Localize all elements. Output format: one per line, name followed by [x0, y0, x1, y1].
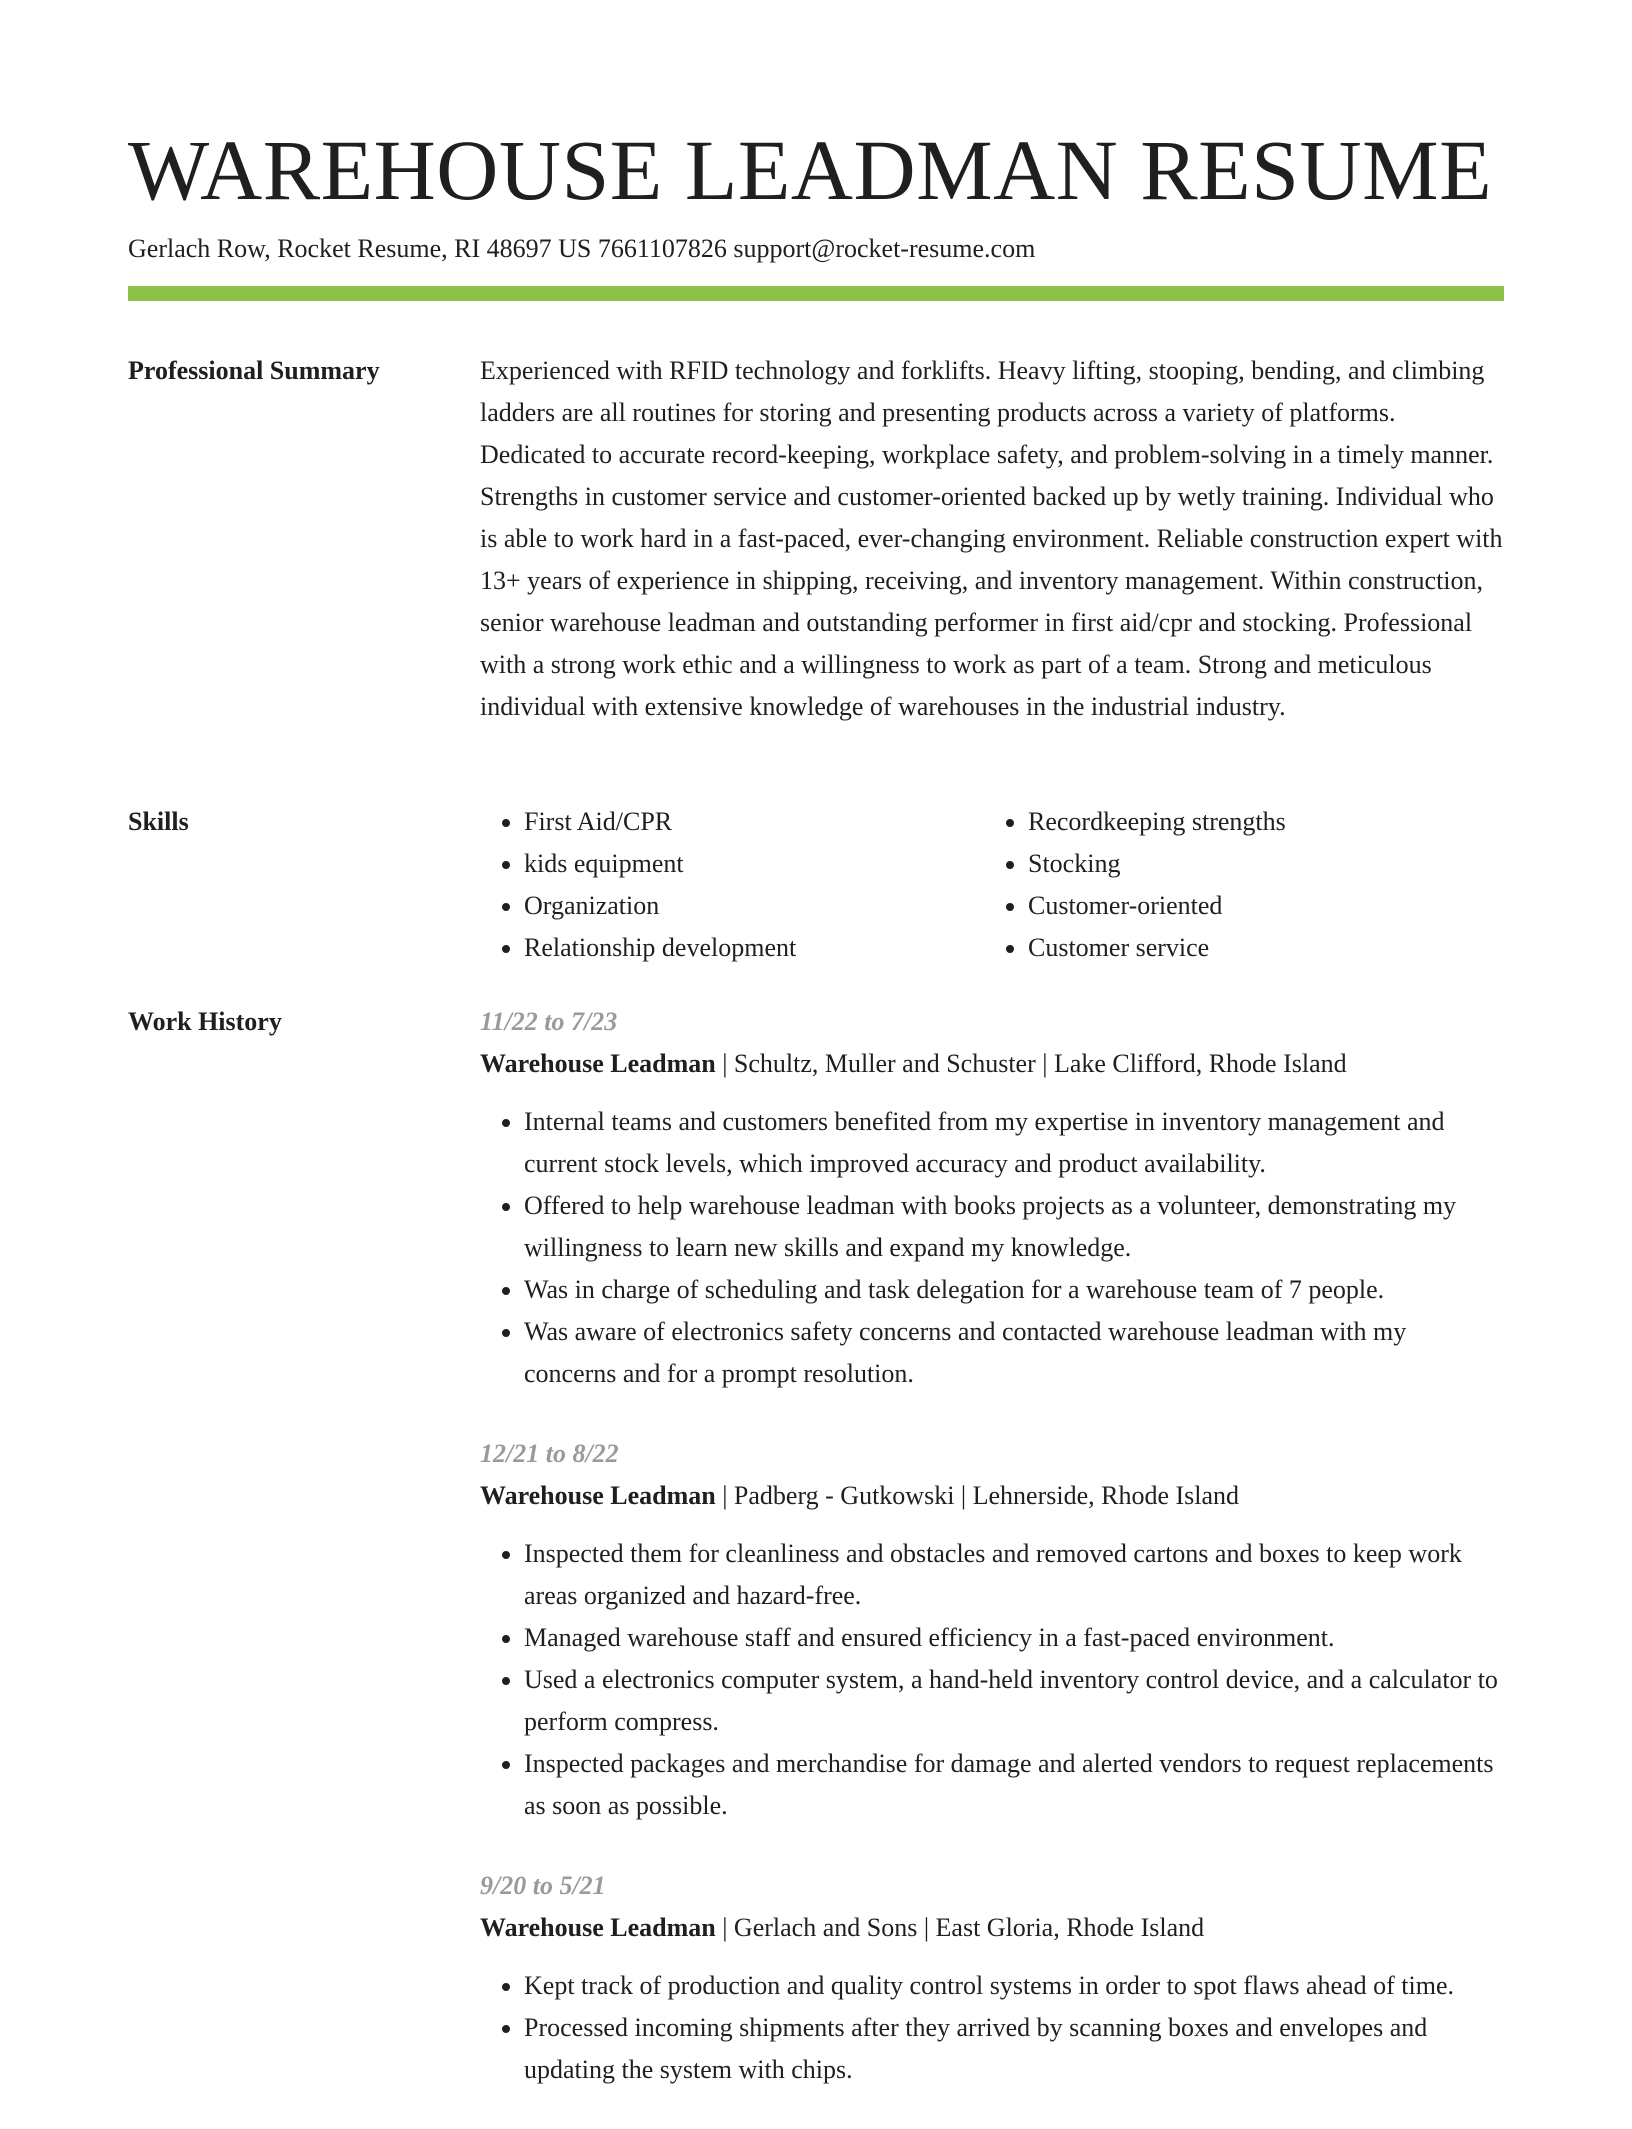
- work-history-heading: Work History: [128, 1007, 282, 1036]
- contact-line: Gerlach Row, Rocket Resume, RI 48697 US 7661107826 support@rocket-resume.com: [128, 234, 1036, 263]
- job-role: Warehouse Leadman: [480, 1049, 716, 1078]
- skills-list-left: [480, 801, 984, 969]
- accent-divider: [128, 286, 1504, 301]
- summary-heading: Professional Summary: [128, 356, 380, 385]
- job-title-line: [480, 1043, 1504, 1085]
- job-bullet: • Kept track of production and quality control systems in order to spot flaws ahead of time.: [524, 1965, 1504, 2007]
- job-entry: [480, 1433, 1504, 1827]
- skill-item: • Stocking: [1028, 843, 1488, 885]
- skill-item: • First Aid/CPR: [524, 801, 984, 843]
- job-bullet: • Internal teams and customers benefited from my expertise in inventory management and current stock levels, which improved accuracy and product availability.: [524, 1101, 1504, 1185]
- skill-item: • Customer service: [1028, 927, 1488, 969]
- job-role: Warehouse Leadman: [480, 1481, 716, 1510]
- job-bullet: • Inspected packages and merchandise for damage and alerted vendors to request replacements as soon as possible.: [524, 1743, 1504, 1827]
- work-history-body: [480, 1001, 1504, 2129]
- job-dates: 11/22 to 7/23: [480, 1007, 618, 1036]
- job-company-location: | Gerlach and Sons | East Gloria, Rhode Island: [715, 1913, 1205, 1942]
- job-bullets: [480, 1533, 1504, 1827]
- job-title-line: [480, 1907, 1504, 1949]
- job-entry: [480, 1865, 1504, 2091]
- job-bullet: • Offered to help warehouse leadman with books projects as a volunteer, demonstrating my willingness to learn new skills and expand my knowledge.: [524, 1185, 1504, 1269]
- skill-item: • kids equipment: [524, 843, 984, 885]
- job-bullet: • Inspected them for cleanliness and obstacles and removed cartons and boxes to keep work areas organized and hazard-free.: [524, 1533, 1504, 1617]
- summary-text: Experienced with RFID technology and forklifts. Heavy lifting, stooping, bending, and climbing ladders are all routines for storing and presenting products across a variety of platforms. Dedicated to accurate record-keeping, workplace safety, and problem-solving in a timely manner. Strengths in customer service and customer-oriented backed up by wetly training. Individual who is able to work hard in a fast-paced, ever-changing environment. Reliable construction expert with 13+ years of experience in shipping, receiving, and inventory management. Within construction, senior warehouse leadman and outstanding performer in first aid/cpr and stocking. Professional with a strong work ethic and a willingness to work as part of a team. Strong and meticulous individual with extensive knowledge of warehouses in the industrial industry.: [480, 356, 1503, 721]
- skills-columns: [480, 801, 1504, 969]
- skills-heading: Skills: [128, 807, 189, 836]
- job-role: Warehouse Leadman: [480, 1913, 716, 1942]
- skills-body: [480, 801, 1504, 969]
- job-entry: [480, 1001, 1504, 1395]
- skill-item: • Organization: [524, 885, 984, 927]
- job-bullet: • Was in charge of scheduling and task delegation for a warehouse team of 7 people.: [524, 1269, 1504, 1311]
- job-bullets: [480, 1101, 1504, 1395]
- job-bullet: • Managed warehouse staff and ensured efficiency in a fast-paced environment.: [524, 1617, 1504, 1659]
- job-company-location: | Schultz, Muller and Schuster | Lake Clifford, Rhode Island: [715, 1049, 1347, 1078]
- job-bullets: [480, 1965, 1504, 2091]
- job-bullet: • Used a electronics computer system, a hand-held inventory control device, and a calculator to perform compress.: [524, 1659, 1504, 1743]
- job-bullet: • Was aware of electronics safety concerns and contacted warehouse leadman with my concerns and for a prompt resolution.: [524, 1311, 1504, 1395]
- skill-item: • Recordkeeping strengths: [1028, 801, 1488, 843]
- resume-title: WAREHOUSE LEADMAN RESUME: [128, 122, 1493, 218]
- job-title-line: [480, 1475, 1504, 1517]
- job-dates: 12/21 to 8/22: [480, 1439, 619, 1468]
- job-dates: 9/20 to 5/21: [480, 1871, 606, 1900]
- job-company-location: | Padberg - Gutkowski | Lehnerside, Rhode Island: [715, 1481, 1240, 1510]
- skills-list-right: [984, 801, 1488, 969]
- summary-body: [480, 350, 1504, 728]
- skill-item: • Relationship development: [524, 927, 984, 969]
- skill-item: • Customer-oriented: [1028, 885, 1488, 927]
- job-bullet: • Processed incoming shipments after they arrived by scanning boxes and envelopes and updating the system with chips.: [524, 2007, 1504, 2091]
